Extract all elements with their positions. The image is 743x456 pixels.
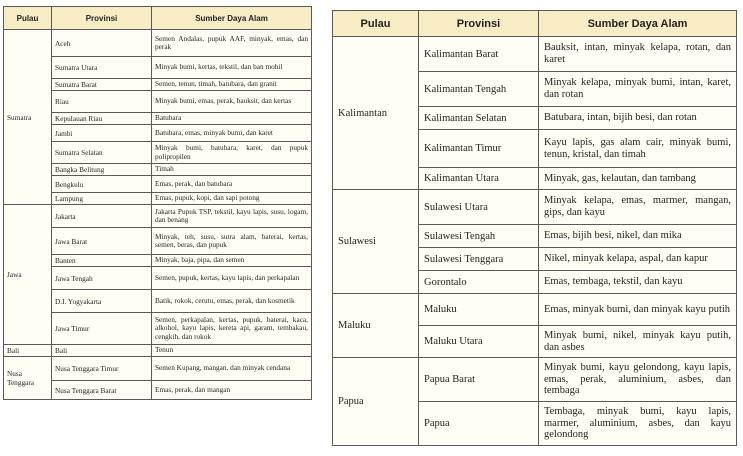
province-cell: Kalimantan Utara	[419, 168, 539, 190]
left-table-header	[4, 7, 312, 30]
island-cell: Jawa	[4, 205, 52, 345]
right-table-body	[333, 37, 737, 446]
province-cell: Kalimantan Tengah	[419, 72, 539, 107]
resources-cell: Minyak kelapa, emas, marmer, mangan, gips, dan kayu	[539, 190, 737, 225]
province-cell: Nusa Tenggara Timur	[52, 357, 152, 381]
resources-cell: Emas, bijih besi, nikel, dan mika	[539, 225, 737, 248]
province-cell: Jawa Barat	[52, 228, 152, 255]
province-cell: Sulawesi Tenggara	[419, 248, 539, 271]
province-cell: Jambi	[52, 125, 152, 142]
header-pulau: Pulau	[4, 7, 52, 30]
resources-cell: Minyak bumi, kertas, tekstil, dan ban mobil	[152, 57, 312, 79]
province-cell: Bengkulu	[52, 176, 152, 193]
province-cell: Kalimantan Selatan	[419, 107, 539, 130]
header-provinsi: Provinsi	[52, 7, 152, 30]
island-cell: Papua	[333, 358, 419, 446]
resources-cell: Semen, tenun, timah, batubara, dan granit	[152, 79, 312, 91]
table-row	[333, 190, 737, 225]
header-sumber-daya-alam: Sumber Daya Alam	[152, 7, 312, 30]
province-cell: Nusa Tenggara Barat	[52, 381, 152, 400]
province-cell: Banten	[52, 255, 152, 267]
right-resource-table	[332, 10, 737, 446]
table-row	[4, 205, 312, 228]
resources-cell: Semen Kupang, mangan, dan minyak cendana	[152, 357, 312, 381]
island-cell: Bali	[4, 345, 52, 357]
table-row	[4, 345, 312, 357]
resources-cell: Jakarta Pupuk TSP, tekstil, kayu lapis, susu, logam, dan benang	[152, 205, 312, 228]
province-cell: Kalimantan Timur	[419, 130, 539, 168]
resources-cell: Minyak bumi, emas, perak, bauksit, dan kertas	[152, 91, 312, 113]
resources-cell: Emas, perak, dan mangan	[152, 381, 312, 400]
table-row	[4, 357, 312, 381]
header-provinsi: Provinsi	[419, 11, 539, 37]
province-cell: Papua	[419, 402, 539, 446]
resources-cell: Batubara	[152, 113, 312, 125]
header-pulau: Pulau	[333, 11, 419, 37]
province-cell: Jawa Timur	[52, 313, 152, 345]
resources-cell: Batik, rokok, cerutu, emas, perak, dan kosmetik	[152, 290, 312, 313]
resources-cell: Tembaga, minyak bumi, kayu lapis, marmer, aluminium, asbes, dan kayu gelondong	[539, 402, 737, 446]
resources-cell: Nikel, minyak kelapa, aspal, dan kapur	[539, 248, 737, 271]
resources-cell: Bauksit, intan, minyak kelapa, rotan, dan karet	[539, 37, 737, 72]
table-row	[333, 294, 737, 326]
table-row	[4, 30, 312, 57]
province-cell: Riau	[52, 91, 152, 113]
province-cell: Gorontalo	[419, 271, 539, 294]
island-cell: Nusa Tenggara	[4, 357, 52, 400]
resources-cell: Semen Andalas, pupuk AAF, minyak, emas, dan perak	[152, 30, 312, 57]
province-cell: Aceh	[52, 30, 152, 57]
resources-cell: Minyak bumi, nikel, minyak kayu putih, dan asbes	[539, 326, 737, 358]
table-row	[333, 358, 737, 402]
table-row	[333, 37, 737, 72]
province-cell: Sumatra Selatan	[52, 142, 152, 164]
resources-cell: Semen, perkapalan, kertas, pupuk, baterai, kaca, alkohol, kayu lapis, kereta api, garam, tembakau, cengkih, dan rokok	[152, 313, 312, 345]
resources-cell: Minyak, teh, susu, sutra alam, baterai, kertas, semen, beras, dan pupuk	[152, 228, 312, 255]
province-cell: Kepulauan Riau	[52, 113, 152, 125]
province-cell: Maluku	[419, 294, 539, 326]
province-cell: Kalimantan Barat	[419, 37, 539, 72]
left-resource-table	[3, 6, 312, 400]
province-cell: Papua Barat	[419, 358, 539, 402]
resources-cell: Emas, tembaga, tekstil, dan kayu	[539, 271, 737, 294]
province-cell: D.I. Yogyakarta	[52, 290, 152, 313]
resources-cell: Emas, pupuk, kopi, dan sapi potong	[152, 193, 312, 205]
resources-cell: Minyak bumi, batubara, karet, dan pupuk polipropilen	[152, 142, 312, 164]
left-table-body	[4, 30, 312, 400]
province-cell: Jakarta	[52, 205, 152, 228]
resources-cell: Minyak bumi, kayu gelondong, kayu lapis, emas, perak, aluminium, asbes, dan tembaga	[539, 358, 737, 402]
province-cell: Bali	[52, 345, 152, 357]
province-cell: Lampung	[52, 193, 152, 205]
resources-cell: Minyak, gas, kelautan, dan tambang	[539, 168, 737, 190]
resources-cell: Minyak, baja, pipa, dan semen	[152, 255, 312, 267]
resources-cell: Batubara, emas, minyak bumi, dan karet	[152, 125, 312, 142]
province-cell: Maluku Utara	[419, 326, 539, 358]
resources-cell: Minyak kelapa, minyak bumi, intan, karet, dan rotan	[539, 72, 737, 107]
island-cell: Kalimantan	[333, 37, 419, 190]
island-cell: Maluku	[333, 294, 419, 358]
island-cell: Sumatra	[4, 30, 52, 205]
resources-cell: Semen, pupuk, kertas, kayu lapis, dan perkapalan	[152, 267, 312, 290]
province-cell: Jawa Tengah	[52, 267, 152, 290]
resources-cell: Batubara, intan, bijih besi, dan rotan	[539, 107, 737, 130]
resources-cell: Emas, perak, dan batubara	[152, 176, 312, 193]
header-sumber-daya-alam: Sumber Daya Alam	[539, 11, 737, 37]
province-cell: Bangka Belitung	[52, 164, 152, 176]
resources-cell: Emas, minyak bumi, dan minyak kayu putih	[539, 294, 737, 326]
resources-cell: Kayu lapis, gas alam cair, minyak bumi, tenun, kristal, dan timah	[539, 130, 737, 168]
province-cell: Sumatra Barat	[52, 79, 152, 91]
province-cell: Sumatra Utara	[52, 57, 152, 79]
province-cell: Sulawesi Tengah	[419, 225, 539, 248]
island-cell: Sulawesi	[333, 190, 419, 294]
resources-cell: Timah	[152, 164, 312, 176]
resources-cell: Tenun	[152, 345, 312, 357]
province-cell: Sulawesi Utara	[419, 190, 539, 225]
right-table-header	[333, 11, 737, 37]
